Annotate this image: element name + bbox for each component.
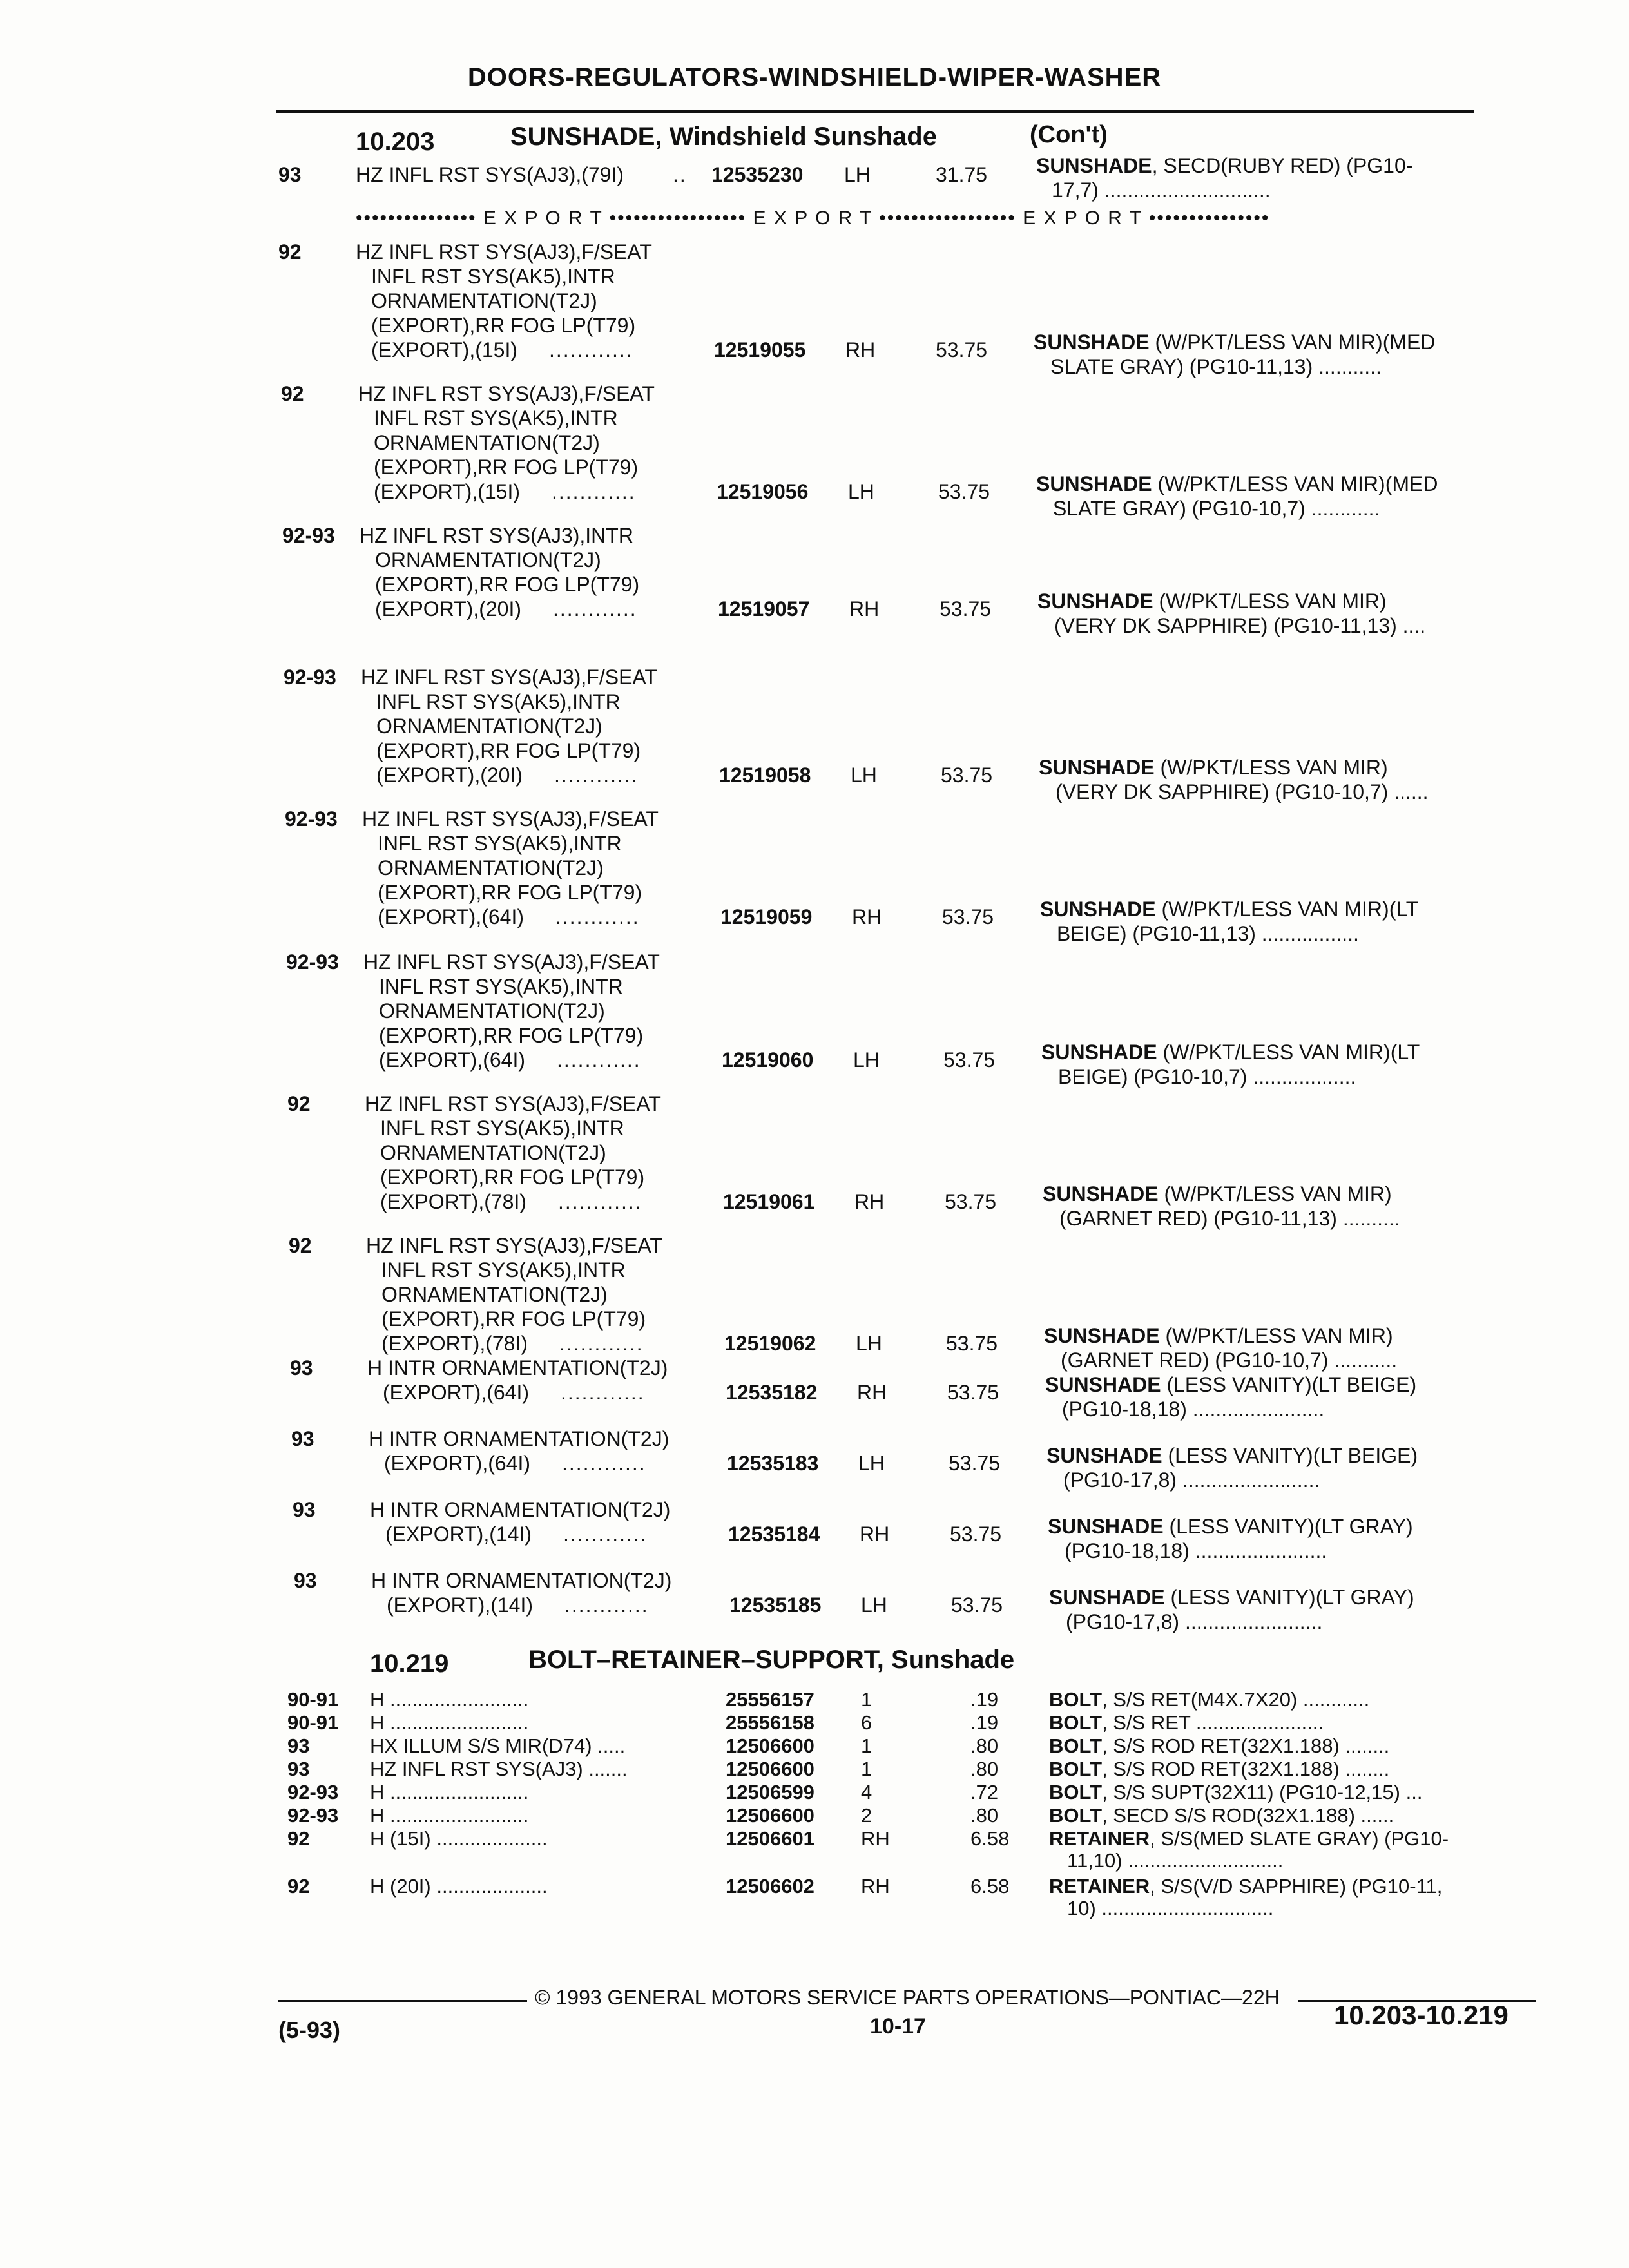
description-cont: (PG10-17,8) ........................	[1063, 1468, 1320, 1492]
application-line: HZ INFL RST SYS(AJ3),F/SEAT	[361, 666, 657, 689]
application-line: (EXPORT),(64I)	[378, 905, 524, 928]
part-number: 12535230	[711, 163, 804, 186]
leader-dots: ............	[558, 1190, 642, 1213]
application-line: INFL RST SYS(AK5),INTR	[378, 832, 622, 855]
application-line: (EXPORT),RR FOG LP(T79)	[374, 456, 639, 479]
description: SUNSHADE, SECD(RUBY RED) (PG10-	[1036, 154, 1413, 177]
description: BOLT, S/S RET(M4X.7X20) ............	[1049, 1688, 1370, 1711]
application: HZ INFL RST SYS(AJ3) .......	[370, 1758, 628, 1780]
footer-date: (5-93)	[278, 2017, 341, 2043]
description: SUNSHADE (W/PKT/LESS VAN MIR)(MED	[1036, 472, 1438, 495]
side-code: LH	[861, 1593, 887, 1617]
part-row	[0, 1735, 1629, 1758]
leader-dots: ............	[557, 1048, 641, 1072]
description: SUNSHADE (LESS VANITY)(LT GRAY)	[1049, 1586, 1414, 1609]
application-line: H INTR ORNAMENTATION(T2J)	[367, 1356, 668, 1379]
leader-dots: ............	[564, 1593, 649, 1617]
side-code: LH	[853, 1048, 880, 1072]
header-rule	[276, 110, 1474, 113]
description-cont: (VERY DK SAPPHIRE) (PG10-10,7) ......	[1055, 780, 1429, 803]
application: H .........................	[370, 1711, 529, 1734]
part-number: 12519055	[714, 338, 806, 361]
application-line: ORNAMENTATION(T2J)	[381, 1283, 608, 1306]
description: SUNSHADE (W/PKT/LESS VAN MIR)	[1039, 756, 1388, 779]
description-cont: (GARNET RED) (PG10-10,7) ...........	[1061, 1349, 1398, 1372]
quantity: 1	[861, 1735, 872, 1757]
leader-dots: ............	[553, 597, 637, 620]
price: .72	[970, 1781, 999, 1803]
part-number: 12506599	[726, 1781, 815, 1803]
quantity: RH	[861, 1827, 890, 1850]
part-number: 12519060	[722, 1048, 814, 1072]
application-line: (EXPORT),RR FOG LP(T79)	[371, 314, 636, 337]
part-number: 12535184	[728, 1523, 820, 1546]
application-line: ORNAMENTATION(T2J)	[375, 548, 601, 572]
year: 93	[290, 1356, 313, 1379]
description: SUNSHADE (LESS VANITY)(LT GRAY)	[1048, 1515, 1413, 1538]
part-number: 12519062	[724, 1332, 816, 1355]
application: HZ INFL RST SYS(AJ3),(79I)	[356, 163, 624, 186]
year: 92	[287, 1875, 310, 1898]
footer-copyright: © 1993 GENERAL MOTORS SERVICE PARTS OPERATIONS—PONTIAC—22H	[535, 1986, 1280, 2009]
description: RETAINER, S/S(MED SLATE GRAY) (PG10-	[1049, 1827, 1449, 1850]
side-code: LH	[858, 1452, 885, 1475]
part-number: 25556157	[726, 1688, 815, 1711]
year: 93	[294, 1569, 317, 1592]
year: 90-91	[287, 1711, 339, 1734]
leader-dots: ............	[563, 1523, 648, 1546]
application-line: (EXPORT),RR FOG LP(T79)	[376, 739, 641, 762]
part-number: 12506600	[726, 1758, 815, 1780]
part-number: 12519057	[718, 597, 810, 620]
side-code: LH	[856, 1332, 882, 1355]
quantity: 4	[861, 1781, 872, 1803]
application: H (20I) ....................	[370, 1875, 548, 1898]
application-line: HZ INFL RST SYS(AJ3),F/SEAT	[363, 950, 660, 974]
application: H .........................	[370, 1804, 529, 1827]
description: SUNSHADE (LESS VANITY)(LT BEIGE)	[1046, 1444, 1418, 1467]
part-row	[0, 1827, 1629, 1872]
part-row	[0, 1711, 1629, 1735]
year: 93	[278, 163, 302, 186]
quantity: 1	[861, 1758, 872, 1780]
application-line: (EXPORT),(14I)	[385, 1523, 532, 1546]
application-line: INFL RST SYS(AK5),INTR	[380, 1117, 624, 1140]
part-number: 12519058	[719, 764, 811, 787]
section-title-2: BOLT–RETAINER–SUPPORT, Sunshade	[528, 1646, 1015, 1674]
year: 92-93	[282, 524, 335, 547]
quantity: 2	[861, 1804, 872, 1827]
leader-dots: ............	[555, 905, 640, 928]
part-number: 12535182	[726, 1381, 818, 1404]
description: BOLT, S/S ROD RET(32X1.188) ........	[1049, 1735, 1390, 1757]
leader-dots: ............	[561, 1381, 645, 1404]
leader-dots: ..	[673, 163, 687, 186]
year: 93	[287, 1758, 310, 1780]
price: .80	[970, 1758, 999, 1780]
part-number: 12506600	[726, 1804, 815, 1827]
price: .19	[970, 1688, 999, 1711]
application-line: (EXPORT),RR FOG LP(T79)	[375, 573, 640, 596]
year: 92	[281, 382, 304, 405]
year: 93	[287, 1735, 310, 1757]
application: H (15I) ....................	[370, 1827, 548, 1850]
application-line: H INTR ORNAMENTATION(T2J)	[371, 1569, 672, 1592]
price: 53.75	[943, 1048, 996, 1072]
footer-section-range: 10.203-10.219	[1334, 2000, 1509, 2030]
description-cont: 10) ...............................	[1067, 1897, 1274, 1919]
description: SUNSHADE (W/PKT/LESS VAN MIR)	[1043, 1182, 1392, 1206]
year: 92-93	[285, 807, 338, 831]
year: 92-93	[287, 1804, 339, 1827]
application-line: INFL RST SYS(AK5),INTR	[376, 690, 621, 713]
price: 53.75	[936, 338, 988, 361]
year: 90-91	[287, 1688, 339, 1711]
application-line: (EXPORT),RR FOG LP(T79)	[379, 1024, 644, 1047]
side-code: RH	[854, 1190, 885, 1213]
application-line: (EXPORT),RR FOG LP(T79)	[381, 1307, 646, 1331]
description-cont: (VERY DK SAPPHIRE) (PG10-11,13) ....	[1054, 614, 1426, 637]
price: 6.58	[970, 1875, 1010, 1898]
part-row	[0, 1804, 1629, 1827]
footer-rule-left	[278, 2000, 527, 2002]
part-number: 12519056	[717, 480, 809, 503]
description-cont: 17,7) .............................	[1052, 178, 1271, 202]
application-line: HZ INFL RST SYS(AJ3),F/SEAT	[362, 807, 659, 831]
year: 92	[287, 1092, 311, 1115]
part-number: 12506600	[726, 1735, 815, 1757]
description: SUNSHADE (W/PKT/LESS VAN MIR)(LT	[1040, 898, 1419, 921]
side-code: LH	[844, 163, 871, 186]
application-line: (EXPORT),(14I)	[387, 1593, 533, 1617]
year: 92-93	[287, 1781, 339, 1803]
description-cont: (PG10-17,8) ........................	[1066, 1610, 1323, 1633]
year: 92	[287, 1827, 310, 1850]
application-line: (EXPORT),(15I)	[374, 480, 520, 503]
application-line: HZ INFL RST SYS(AJ3),F/SEAT	[366, 1234, 662, 1257]
application-line: (EXPORT),(64I)	[384, 1452, 530, 1475]
price: .80	[970, 1804, 999, 1827]
description-cont: (PG10-18,18) .......................	[1065, 1539, 1327, 1562]
side-code: RH	[845, 338, 876, 361]
application-line: HZ INFL RST SYS(AJ3),INTR	[360, 524, 633, 547]
application-line: HZ INFL RST SYS(AJ3),F/SEAT	[358, 382, 655, 405]
description: SUNSHADE (W/PKT/LESS VAN MIR)	[1037, 590, 1387, 613]
description-cont: (GARNET RED) (PG10-11,13) ..........	[1059, 1207, 1400, 1230]
part-number: 12506602	[726, 1875, 815, 1898]
part-row	[0, 1781, 1629, 1804]
side-code: RH	[857, 1381, 887, 1404]
price: 53.75	[950, 1523, 1002, 1546]
application-line: (EXPORT),(78I)	[381, 1332, 528, 1355]
application-line: ORNAMENTATION(T2J)	[379, 999, 605, 1023]
description: BOLT, S/S RET .......................	[1049, 1711, 1324, 1734]
footer-page-number: 10-17	[870, 2014, 926, 2039]
price: 53.75	[940, 597, 992, 620]
side-code: RH	[849, 597, 880, 620]
application-line: (EXPORT),(15I)	[371, 338, 517, 361]
part-number: 12535185	[729, 1593, 822, 1617]
application-line: INFL RST SYS(AK5),INTR	[374, 407, 618, 430]
side-code: LH	[851, 764, 877, 787]
application-line: (EXPORT),RR FOG LP(T79)	[378, 881, 642, 904]
section-number: 10.203	[356, 128, 435, 156]
price: 6.58	[970, 1827, 1010, 1850]
leader-dots: ............	[562, 1452, 646, 1475]
quantity: 1	[861, 1688, 872, 1711]
price: .19	[970, 1711, 999, 1734]
application-line: HZ INFL RST SYS(AJ3),F/SEAT	[365, 1092, 661, 1115]
application-line: INFL RST SYS(AK5),INTR	[381, 1258, 626, 1282]
application-line: (EXPORT),(20I)	[376, 764, 523, 787]
application-line: INFL RST SYS(AK5),INTR	[371, 265, 615, 288]
application-line: INFL RST SYS(AK5),INTR	[379, 975, 623, 998]
price: 53.75	[938, 480, 990, 503]
price: .80	[970, 1735, 999, 1757]
description-cont: 11,10) ............................	[1067, 1849, 1284, 1872]
price: 53.75	[941, 764, 993, 787]
leader-dots: ............	[549, 338, 633, 361]
application-line: (EXPORT),(78I)	[380, 1190, 526, 1213]
part-row	[0, 1758, 1629, 1781]
section-number-2: 10.219	[370, 1649, 449, 1678]
page-header-title: DOORS-REGULATORS-WINDSHIELD-WIPER-WASHER	[467, 63, 1162, 91]
application-line: ORNAMENTATION(T2J)	[380, 1141, 606, 1164]
part-number: 12535183	[727, 1452, 819, 1475]
application: H .........................	[370, 1781, 529, 1803]
description-cont: BEIGE) (PG10-11,13) .................	[1057, 922, 1359, 945]
year: 92-93	[286, 950, 339, 974]
description-cont: BEIGE) (PG10-10,7) ..................	[1058, 1065, 1356, 1088]
leader-dots: ............	[554, 764, 639, 787]
leader-dots: ............	[552, 480, 636, 503]
part-row	[0, 1875, 1629, 1919]
price: 53.75	[947, 1381, 999, 1404]
year: 93	[293, 1498, 316, 1521]
application-line: HZ INFL RST SYS(AJ3),F/SEAT	[356, 240, 652, 264]
part-number: 12506601	[726, 1827, 815, 1850]
part-number: 12519059	[720, 905, 813, 928]
application-line: (EXPORT),(64I)	[379, 1048, 525, 1072]
leader-dots: ............	[559, 1332, 644, 1355]
application-line: (EXPORT),RR FOG LP(T79)	[380, 1166, 645, 1189]
application-line: (EXPORT),(64I)	[383, 1381, 529, 1404]
application: HX ILLUM S/S MIR(D74) .....	[370, 1735, 626, 1757]
part-row	[0, 1688, 1629, 1711]
section-title: SUNSHADE, Windshield Sunshade	[510, 122, 937, 151]
year: 92-93	[284, 666, 336, 689]
price: 53.75	[949, 1452, 1001, 1475]
application-line: ORNAMENTATION(T2J)	[374, 431, 600, 454]
quantity: RH	[861, 1875, 890, 1898]
description-cont: SLATE GRAY) (PG10-11,13) ...........	[1050, 355, 1382, 378]
application-line: H INTR ORNAMENTATION(T2J)	[369, 1427, 670, 1450]
section-continued-label: (Con't)	[1030, 121, 1108, 148]
part-number: 12519061	[723, 1190, 815, 1213]
description: SUNSHADE (W/PKT/LESS VAN MIR)	[1044, 1324, 1393, 1347]
description-cont: (PG10-18,18) .......................	[1062, 1398, 1325, 1421]
application-line: ORNAMENTATION(T2J)	[376, 715, 602, 738]
description: SUNSHADE (W/PKT/LESS VAN MIR)(LT	[1041, 1041, 1420, 1064]
price: 53.75	[942, 905, 994, 928]
application-line: ORNAMENTATION(T2J)	[378, 856, 604, 879]
price: 53.75	[951, 1593, 1003, 1617]
description: BOLT, S/S ROD RET(32X1.188) ........	[1049, 1758, 1390, 1780]
description: SUNSHADE (LESS VANITY)(LT BEIGE)	[1045, 1373, 1417, 1396]
quantity: 6	[861, 1711, 872, 1734]
year: 92	[289, 1234, 312, 1257]
side-code: RH	[860, 1523, 890, 1546]
export-divider: ••••••••••••••• E X P O R T ••••••••••••••••• E X P O R T ••••••••••••••••• E X P O R T •••••••••••••••	[356, 207, 1270, 229]
application: H .........................	[370, 1688, 529, 1711]
application-line: ORNAMENTATION(T2J)	[371, 289, 597, 312]
price: 31.75	[936, 163, 988, 186]
application-line: H INTR ORNAMENTATION(T2J)	[370, 1498, 671, 1521]
description: RETAINER, S/S(V/D SAPPHIRE) (PG10-11,	[1049, 1875, 1443, 1898]
description: BOLT, S/S SUPT(32X11) (PG10-12,15) ...	[1049, 1781, 1423, 1803]
description: BOLT, SECD S/S ROD(32X1.188) ......	[1049, 1804, 1394, 1827]
price: 53.75	[945, 1190, 997, 1213]
application-line: (EXPORT),(20I)	[375, 597, 521, 620]
description-cont: SLATE GRAY) (PG10-10,7) ............	[1053, 497, 1380, 520]
side-code: RH	[852, 905, 882, 928]
year: 93	[291, 1427, 314, 1450]
price: 53.75	[946, 1332, 998, 1355]
year: 92	[278, 240, 302, 264]
part-number: 25556158	[726, 1711, 815, 1734]
description: SUNSHADE (W/PKT/LESS VAN MIR)(MED	[1034, 331, 1436, 354]
side-code: LH	[848, 480, 874, 503]
